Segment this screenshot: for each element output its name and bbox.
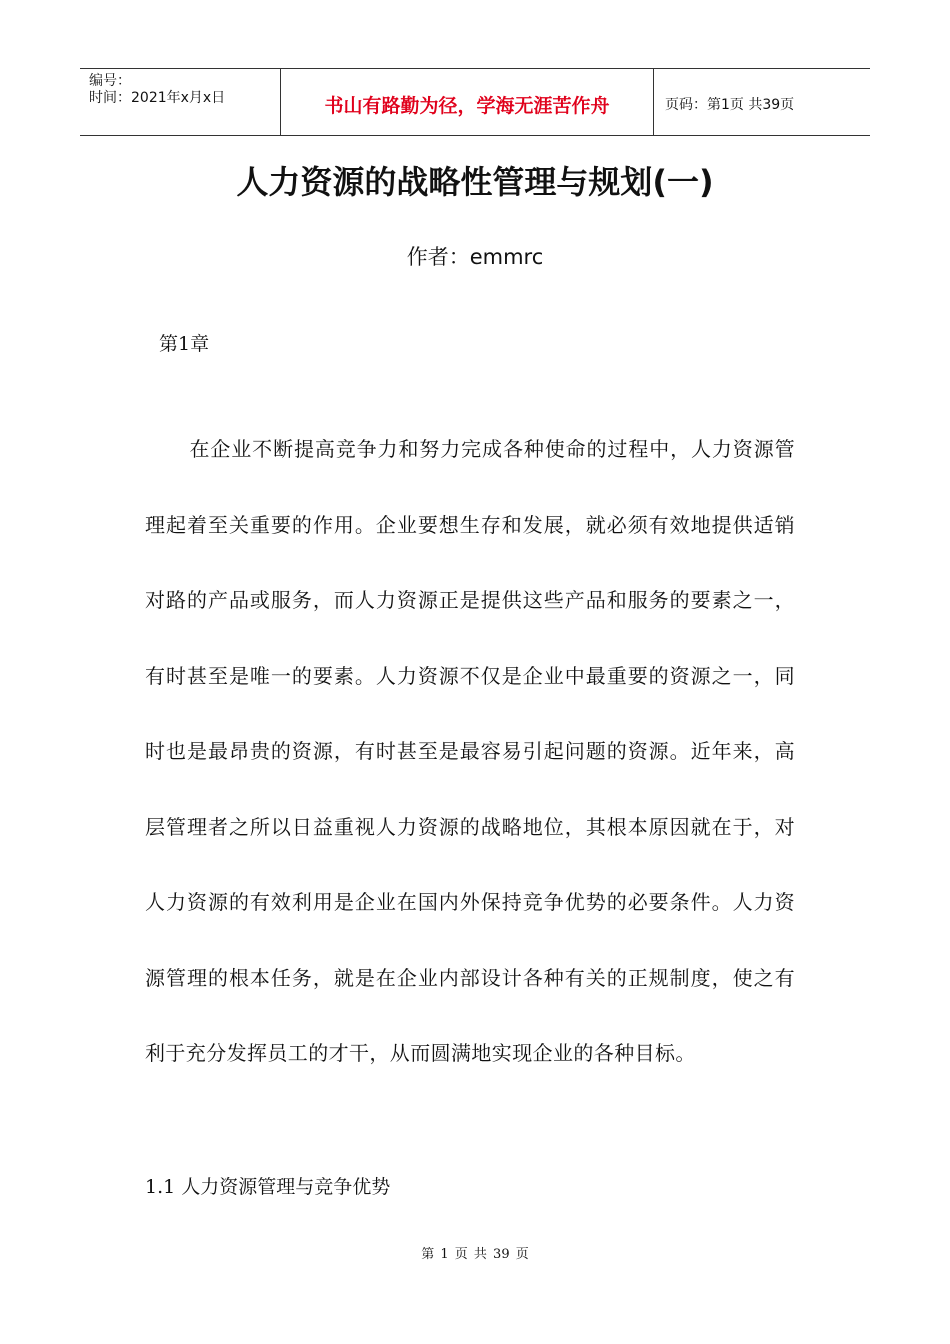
body-paragraph-text: 在企业不断提高竞争力和努力完成各种使命的过程中，人力资源管理起着至关重要的作用。企业要想生存和发展，就必须有效地提供适销对路的产品或服务，而人力资源正是提供这些产品和服务的要素之一，有时甚至是唯一的要素。人力资源不仅是企业中最重要的资源之一，同时也是最昂贵的资源，有时甚至是最容易引起问题的资源。近年来，高层管理者之所以日益重视人力资源的战略地位，其根本原因就在于，对人力资源的有效利用是企业在国内外保持竞争优势的必要条件。人力资源管理的根本任务，就是在企业内部设计各种有关的正规制度，使之有利于充分发挥员工的才干，从而圆满地实现企业的各种目标。 xyxy=(145,437,795,1065)
header-page-cell xyxy=(654,69,870,135)
header-motto: 书山有路勤为径，学海无涯苦作舟 xyxy=(324,94,610,117)
section-heading: 1.1 人力资源管理与竞争优势 xyxy=(145,1176,391,1198)
document-title: 人力资源的战略性管理与规划(一) xyxy=(236,163,714,201)
page-footer: 第 1 页 共 39 页 xyxy=(421,1247,529,1262)
chapter-heading: 第1章 xyxy=(159,333,210,355)
body-paragraph xyxy=(145,412,795,1092)
document-author: 作者：emmrc xyxy=(406,245,544,269)
document-header xyxy=(80,68,870,136)
header-page-info: 页码：第1页 共39页 xyxy=(665,97,795,113)
header-meta-cell xyxy=(80,69,281,135)
header-motto-cell xyxy=(281,69,654,135)
number-label: 编号： xyxy=(89,73,131,89)
time-label: 时间：2021年x月x日 xyxy=(89,90,226,106)
